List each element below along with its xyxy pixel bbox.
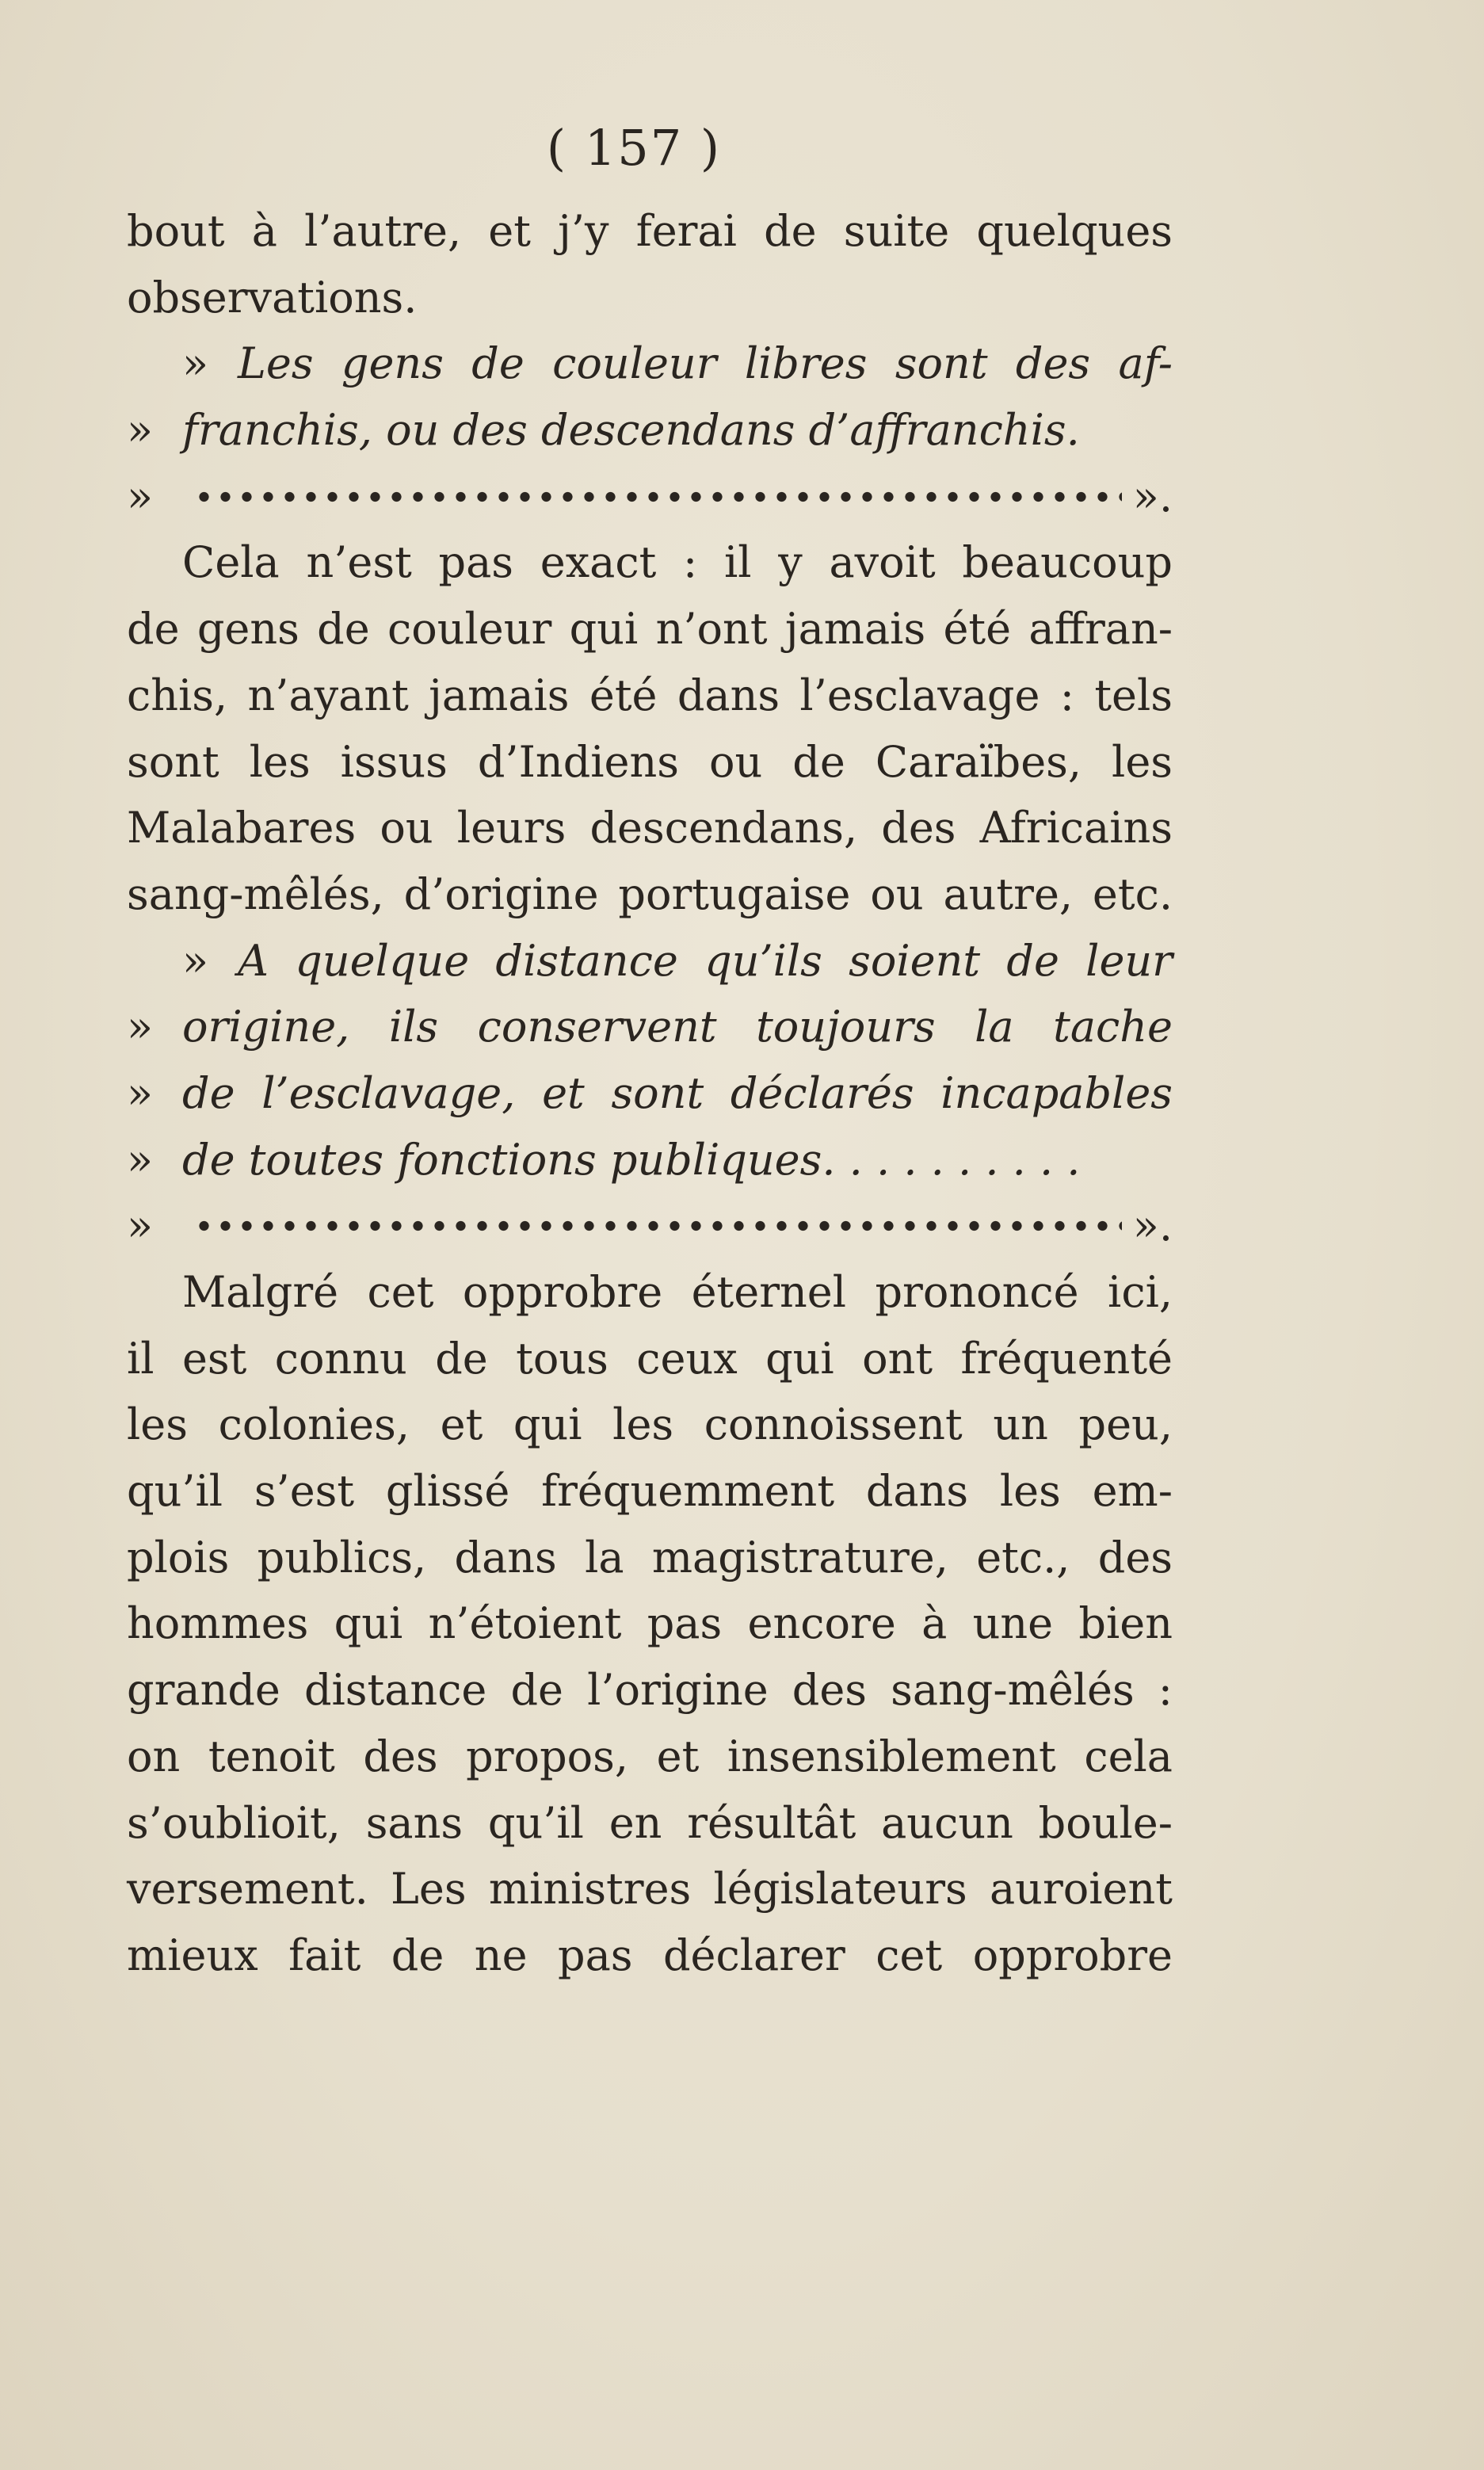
text-line: Malgré cet opprobre éternel prononcé ici, [182,1267,1173,1317]
text-line: versement. Les ministres législateurs auroient [127,1864,1173,1915]
text-line: Malabares ou leurs descendans, des Africains [127,803,1173,853]
quoted-text: Les gens de couleur libres sont des af- [238,338,1173,389]
page-number: ( 157 ) [546,119,722,177]
text-line: mieux fait de ne pas déclarer cet opprobre [127,1930,1173,1980]
quoted-text: de toutes fonctions publiques. . . . . . . . . . [182,1134,1081,1185]
text-line: il est connu de tous ceux qui ont fréquenté [127,1333,1173,1384]
quoted-line [127,330,1173,397]
text-line: plois publics, dans la magistrature, etc., des [127,1532,1173,1582]
text-line: on tenoit des propos, et insensiblement cela [127,1731,1173,1781]
text-line: Cela n’est pas exact : il y avoit beaucoup [182,537,1173,588]
quoted-line [127,994,1173,1060]
quoted-text: franchis, ou des descendans d’affranchis. [182,405,1080,456]
text-line: observations. [127,272,418,323]
closing-quote-mark: ». [1132,471,1173,521]
quote-mark: » [127,1067,154,1118]
quoted-line [127,397,1173,464]
text-line: s’oublioit, sans qu’il en résultât aucun boule- [127,1797,1173,1848]
quoted-text: de l’esclavage, et sont déclarés incapables [182,1067,1173,1118]
dot-leader [193,1193,1122,1259]
text-line: chis, n’ayant jamais été dans l’esclavage : tels [127,670,1173,720]
dot-leader [193,464,1122,530]
text-line: qu’il s’est glissé fréquemment dans les em- [127,1466,1173,1517]
quote-mark: » [127,471,154,521]
quoted-line [127,1127,1173,1193]
text-line: sang-mêlés, d’origine portugaise ou autre, etc. [127,869,1173,919]
text-line: grande distance de l’origine des sang-mêlés : [127,1665,1173,1716]
ellipsis-line [127,464,1173,530]
quote-mark: » [182,935,209,986]
body-text [127,198,1173,1989]
quoted-line [127,1060,1173,1127]
quote-mark: » [182,338,209,389]
quoted-text: origine, ils conservent toujours la tache [182,1002,1173,1052]
quote-mark: » [127,1201,154,1251]
text-line: les colonies, et qui les connoissent un peu, [127,1399,1173,1450]
quoted-text: A quelque distance qu’ils soient de leur [238,935,1173,986]
quote-mark: » [127,1002,154,1052]
quoted-line [127,928,1173,994]
quote-mark: » [127,405,154,456]
text-line: hommes qui n’étoient pas encore à une bien [127,1598,1173,1649]
ellipsis-line [127,1193,1173,1259]
text-line: sont les issus d’Indiens ou de Caraïbes, les [127,736,1173,787]
text-line: bout à l’autre, et j’y ferai de suite quelques [127,206,1173,256]
quote-mark: » [127,1134,154,1185]
closing-quote-mark: ». [1132,1201,1173,1251]
text-line: de gens de couleur qui n’ont jamais été affran- [127,604,1173,655]
